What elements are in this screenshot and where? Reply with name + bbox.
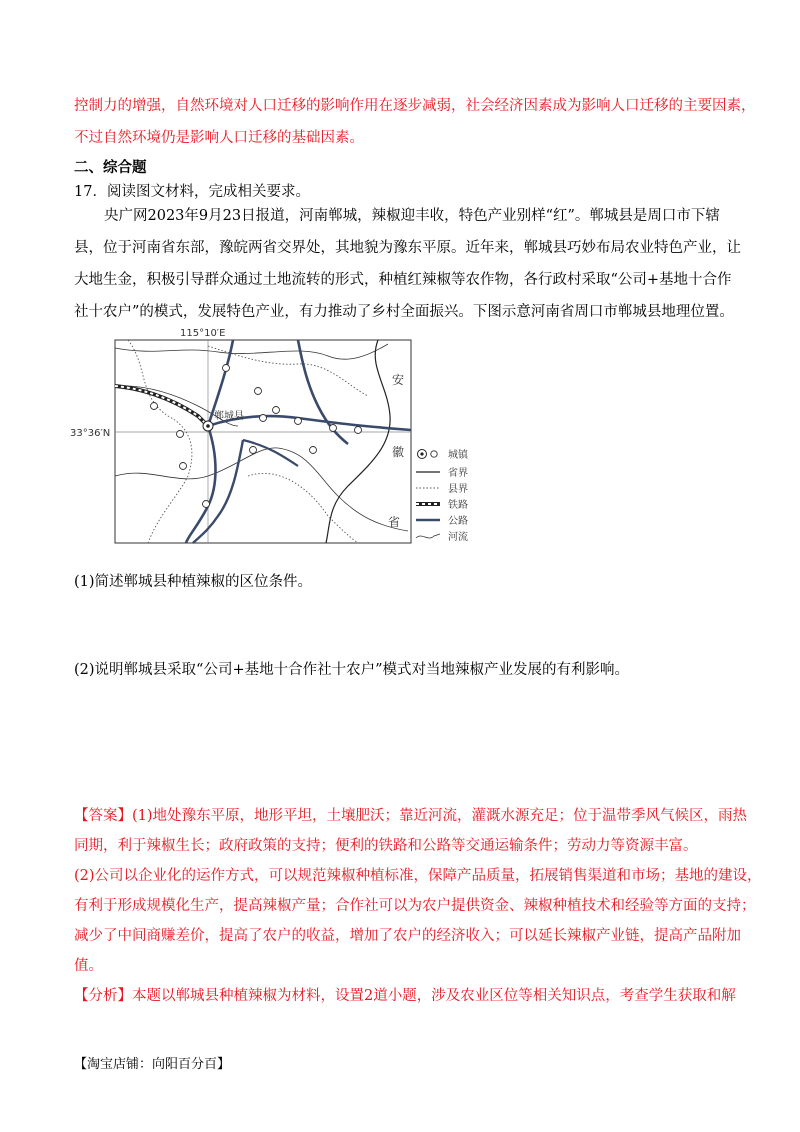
legend-river: 河流 (448, 532, 468, 543)
analysis-line: 【分析】本题以郸城县种植辣椒为材料，设置2道小题，涉及农业区位等相关知识点，考查学生获取和解 (74, 988, 736, 1004)
answer-line: 减少了中间商赚差价，提高了农户的收益，增加了农户的经济收入；可以延长辣椒产业链，提高产品附加 (74, 928, 741, 944)
material-line: 央广网2023年9月23日报道，河南郸城，辣椒迎丰收，特色产业别样“红”。郸城县是周口市下辖 (104, 208, 720, 224)
county-seat-marker (203, 421, 213, 431)
answer-line: (2)公司以企业化的运作方式，可以规范辣椒种植标准，保障产品质量，拓展销售渠道和市场；基地的建设， (74, 868, 762, 884)
latitude-label: 33°36′N (70, 428, 111, 439)
section-title: 二、综合题 (74, 159, 147, 176)
answer-line: 值。 (74, 958, 103, 974)
answer-line: 【答案】(1)地处豫东平原，地形平坦，土壤肥沃；靠近河流，灌溉水源充足；位于温带季风气候区，雨热 (74, 808, 748, 824)
text-line: 不过自然环境仍是影响人口迁移的基础因素。 (74, 130, 364, 146)
province-char: 安 (392, 373, 405, 387)
question-1: (1)简述郸城县种植辣椒的区位条件。 (74, 574, 313, 590)
footer-shop-note: 【淘宝店铺：向阳百分百】 (74, 1057, 231, 1072)
legend-highway: 公路 (448, 516, 468, 527)
question-2: (2)说明郸城县采取“公司+基地十合作社十农户”模式对当地辣椒产业发展的有利影响。 (74, 662, 630, 678)
province-char: 徽 (392, 445, 405, 459)
map-frame (115, 340, 411, 543)
text-line: 控制力的增强，自然环境对人口迁移的影响作用在逐步减弱，社会经济因素成为影响人口迁移的主要因素， (74, 98, 756, 114)
map-legend (416, 448, 469, 543)
county-label: 郸城县 (214, 411, 244, 422)
legend-railway: 铁路 (448, 500, 468, 511)
answer-line: 有利于形成规模化生产，提高辣椒产量；合作社可以为农户提供资金、辣椒种植技术和经验等方面的支持； (74, 898, 756, 914)
answer-line: 同期，利于辣椒生长；政府政策的支持；便利的铁路和公路等交通运输条件；劳动力等资源丰富。 (74, 838, 698, 854)
material-line: 社十农户”的模式，发展特色产业，有力推动了乡村全面振兴。下图示意河南省周口市郸城县地理位置。 (74, 304, 734, 320)
location-map (68, 326, 508, 546)
question-intro: 17．阅读图文材料，完成相关要求。 (74, 184, 310, 200)
material-line: 县，位于河南省东部，豫皖两省交界处，其地貌为豫东平原。近年来，郸城县巧妙布局农业特色产业，让 (74, 240, 741, 256)
legend-town: 城镇 (448, 450, 468, 461)
legend-province-border: 省界 (448, 468, 468, 479)
province-char: 省 (388, 515, 401, 529)
longitude-label: 115°10′E (180, 328, 226, 339)
legend-county-border: 县界 (448, 484, 468, 495)
material-line: 大地生金，积极引导群众通过土地流转的形式，种植红辣椒等农作物，各行政村采取“公司+基地十合作 (74, 272, 732, 288)
